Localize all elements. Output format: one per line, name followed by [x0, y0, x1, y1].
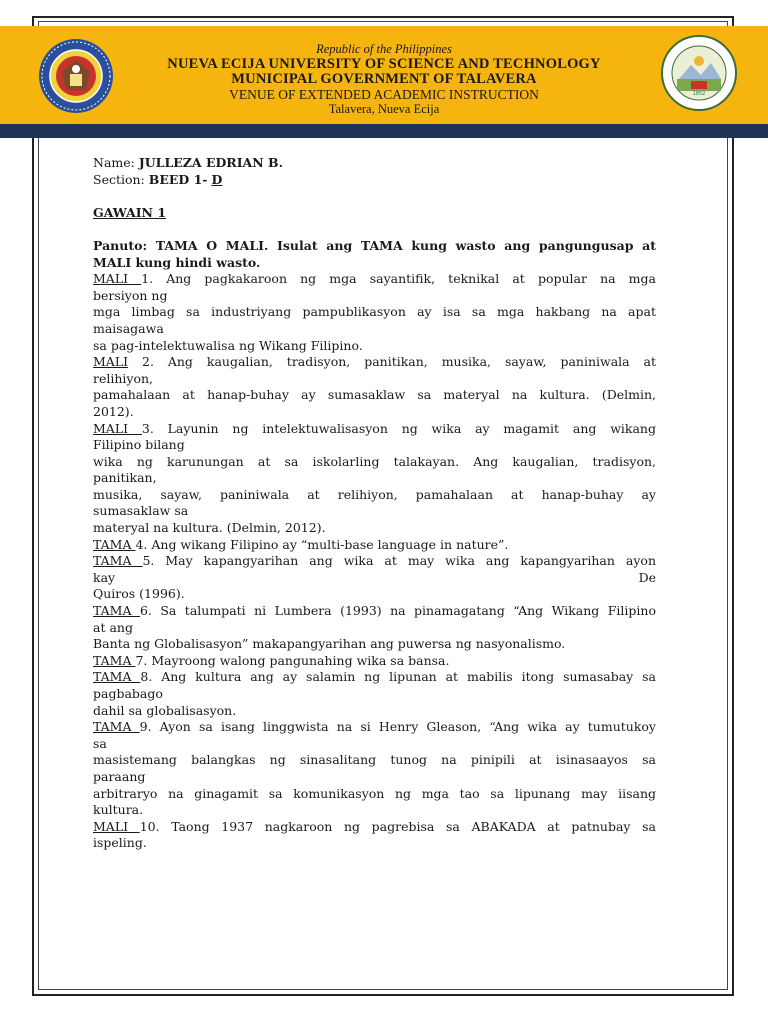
answer-label: TAMA [93, 669, 141, 685]
header-text-block [110, 42, 658, 117]
instructions-line-1: Panuto: TAMA O MALI. Isulat ang TAMA kung wasto ang pangungusap at [93, 237, 656, 253]
answer-text: materyal na kultura. (Delmin, 2012). [93, 520, 326, 536]
answer-text: masistemang balangkas ng sinasalitang tunog na pinipili at isinasaayos sa [93, 752, 656, 768]
answer-item-line [93, 686, 656, 703]
answer-item-line [93, 636, 656, 653]
answer-item-line [93, 537, 656, 554]
name-label: Name: [93, 155, 135, 170]
answer-text: arbitraryo na ginagamit sa komunikasyon ng mga tao sa lipunang may iisang [93, 785, 656, 801]
answer-item-line [93, 752, 656, 769]
document-body [93, 155, 656, 852]
answer-label: TAMA [93, 719, 140, 735]
answer-text: at ang [93, 619, 133, 635]
answer-label: MALI [93, 420, 142, 436]
answer-text: pamahalaan at hanap-buhay ay sumasaklaw sa materyal na kultura. (Delmin, [93, 387, 656, 403]
answer-item [93, 421, 656, 537]
answer-label: TAMA [93, 603, 140, 619]
student-section: BEED 1- [148, 171, 208, 187]
answer-item-line [93, 503, 656, 520]
answer-text: 9. Ayon sa isang linggwista na si Henry Gleason, “Ang wika ay tumutukoy [139, 719, 656, 735]
university-name: NUEVA ECIJA UNIVERSITY OF SCIENCE AND TECHNOLOGY [167, 56, 601, 72]
answer-label: MALI [93, 354, 129, 370]
answer-text: kay De [93, 569, 656, 585]
answer-label: TAMA [93, 652, 136, 668]
answer-text: maisagawa [93, 320, 164, 336]
answer-text: panitikan, [93, 470, 157, 486]
svg-text:1852: 1852 [692, 91, 706, 97]
answer-item-line [93, 819, 656, 836]
answer-text: bersiyon ng [93, 287, 168, 303]
answer-text: sa [93, 735, 107, 751]
answer-item-line [93, 620, 656, 637]
answer-item-line [93, 387, 656, 404]
venue-heading: VENUE OF EXTENDED ACADEMIC INSTRUCTION [229, 87, 539, 102]
student-section-line [93, 172, 656, 189]
answer-text: 3. Layunin ng intelektuwalisasyon ng wika ay magamit ang wikang [141, 420, 656, 436]
answer-item-line [93, 437, 656, 454]
answer-item-line [93, 570, 656, 587]
answer-item [93, 553, 656, 603]
answer-item-line [93, 769, 656, 786]
answer-item-line [93, 669, 656, 686]
answer-item [93, 537, 656, 554]
answer-text: Quiros (1996). [93, 586, 185, 602]
answer-text: ispeling. [93, 835, 147, 851]
republic-heading: Republic of the Philippines [316, 42, 452, 56]
answer-item-line [93, 470, 656, 487]
answer-item-line [93, 835, 656, 852]
answer-item [93, 653, 656, 670]
answer-item-line [93, 454, 656, 471]
student-name: JULLEZA EDRIAN B. [138, 155, 283, 170]
answer-text: 5. May kapangyarihan ang wika at may wika ang kapangyarihan ayon [142, 553, 656, 569]
answer-item [93, 354, 656, 420]
answer-text: 2012). [93, 403, 134, 419]
municipal-government-name: MUNICIPAL GOVERNMENT OF TALAVERA [231, 71, 537, 87]
answer-item-line [93, 404, 656, 421]
answer-text: 10. Taong 1937 nagkaroon ng pagrebisa sa ABAKADA at patnubay sa [139, 818, 656, 834]
activity-title: GAWAIN 1 [93, 204, 167, 220]
answer-item [93, 819, 656, 852]
student-section-letter: D [211, 171, 223, 187]
town-heading: Talavera, Nueva Ecija [328, 102, 440, 116]
answer-text: 7. Mayroong walong pangunahing wika sa bansa. [135, 652, 450, 668]
answer-item-line [93, 603, 656, 620]
answer-item-line [93, 586, 656, 603]
answer-item-line [93, 719, 656, 736]
answer-text: 4. Ang wikang Filipino ay “multi-base language in nature”. [135, 536, 509, 552]
section-label: Section: [93, 171, 145, 187]
talavera-seal-logo [661, 35, 737, 111]
header-navy-stripe [0, 124, 768, 138]
answer-item-line [93, 553, 656, 570]
answer-text: musika, sayaw, paniniwala at relihiyon, pamahalaan at hanap-buhay ay [93, 486, 656, 502]
answer-text: sa pag-intelektuwalisa ng Wikang Filipino. [93, 337, 363, 353]
answer-text: paraang [93, 768, 146, 784]
student-name-line [93, 155, 656, 172]
answer-item-line [93, 304, 656, 321]
answer-text: Banta ng Globalisasyon” makapangyarihan ang puwersa ng nasyonalismo. [93, 636, 566, 652]
answer-text: pagbabago [93, 686, 163, 701]
answer-item-line [93, 736, 656, 753]
answer-label: MALI [93, 271, 142, 287]
neust-seal-logo [38, 38, 114, 114]
answer-item-line [93, 271, 656, 288]
answer-text: 1. Ang pagkakaroon ng mga sayantifik, teknikal at popular na mga [141, 271, 656, 287]
answer-item-line [93, 338, 656, 355]
answer-label: TAMA [93, 553, 143, 569]
answer-item [93, 669, 656, 719]
answer-text: kultura. [93, 802, 144, 818]
answer-item-line [93, 703, 656, 720]
answer-text: Filipino bilang [93, 437, 185, 453]
answer-item-line [93, 786, 656, 803]
instructions-line-2: MALI kung hindi wasto. [93, 254, 261, 270]
answer-item [93, 603, 656, 653]
answer-item-line [93, 421, 656, 438]
answer-item-line [93, 321, 656, 338]
answer-text: relihiyon, [93, 370, 154, 386]
answer-item-line [93, 371, 656, 388]
answer-label: TAMA [93, 536, 136, 552]
answer-item-line [93, 354, 656, 371]
answer-item-line [93, 487, 656, 504]
answer-item-line [93, 802, 656, 819]
answer-item-line [93, 288, 656, 305]
answer-item-line [93, 520, 656, 537]
answer-text: sumasaklaw sa [93, 503, 189, 519]
answer-item [93, 271, 656, 354]
answer-item [93, 719, 656, 819]
answer-list [93, 271, 656, 852]
answer-text: 6. Sa talumpati ni Lumbera (1993) na pinamagatang “Ang Wikang Filipino [139, 603, 656, 619]
answer-item-line [93, 653, 656, 670]
answer-text: 8. Ang kultura ang ay salamin ng lipunan at mabilis itong sumasabay sa [140, 669, 656, 685]
answer-text: wika ng karunungan at sa iskolarling talakayan. Ang kaugalian, tradisyon, [93, 453, 656, 469]
answer-text: dahil sa globalisasyon. [93, 702, 237, 718]
answer-label: MALI [93, 818, 140, 834]
answer-text: 2. Ang kaugalian, tradisyon, panitikan, musika, sayaw, paniniwala at [128, 354, 656, 370]
answer-text: mga limbag sa industriyang pampublikasyon ay isa sa mga hakbang na apat [93, 304, 656, 320]
